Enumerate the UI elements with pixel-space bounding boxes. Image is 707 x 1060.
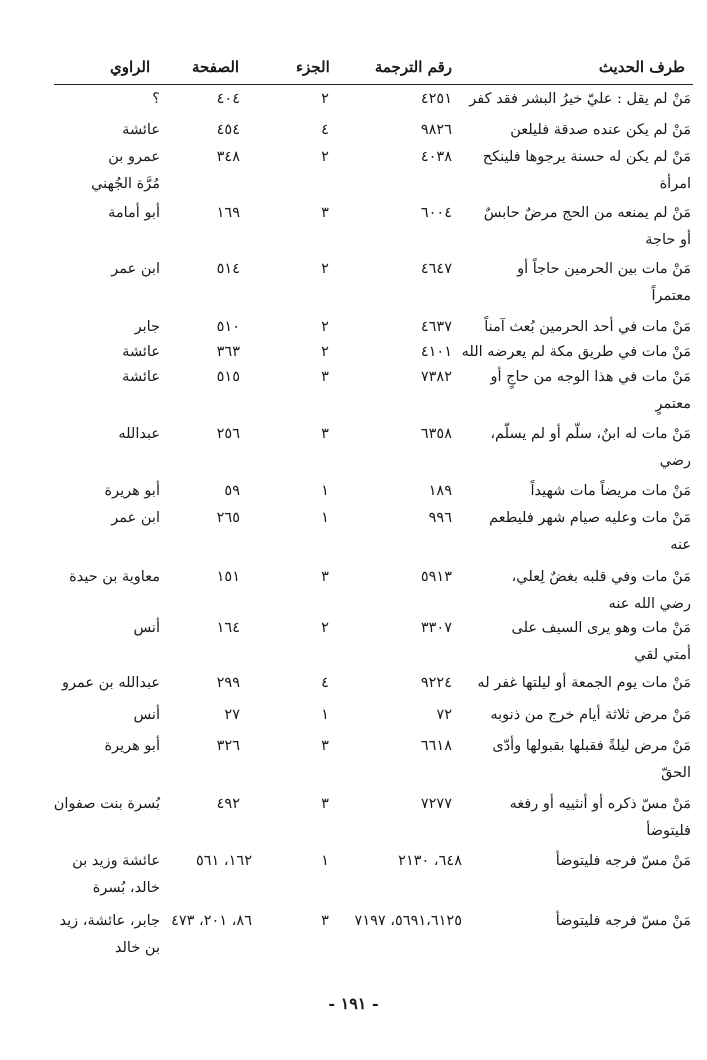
page-cell: ١٦٢، ٥٦١ xyxy=(195,853,252,869)
hadith-cell: مَنْ مات وهو يرى السيف على أمتي لقي xyxy=(511,620,691,663)
juz-cell: ٣ xyxy=(321,369,329,385)
translation-number-cell: ٦٦١٨ xyxy=(420,738,452,754)
header-page: الصفحة xyxy=(192,58,240,76)
hadith-cell: مَنْ مات وعليه صيام شهر فليطعم عنه xyxy=(489,510,691,553)
page-cell: ٥٩ xyxy=(224,483,240,499)
header-hadith: طرف الحديث xyxy=(598,58,685,76)
translation-number-cell: ٣٣٠٧ xyxy=(420,620,452,636)
juz-cell: ٢ xyxy=(321,620,329,636)
narrator-cell: ؟ xyxy=(152,91,160,107)
translation-number-cell: ٩٩٦ xyxy=(428,510,452,526)
page-cell: ٢٥٦ xyxy=(216,426,240,442)
juz-cell: ٢ xyxy=(321,261,329,277)
translation-number-cell: ٩٨٢٦ xyxy=(420,122,452,138)
juz-cell: ٢ xyxy=(321,149,329,165)
juz-cell: ٤ xyxy=(321,122,329,138)
juz-cell: ٢ xyxy=(321,319,329,335)
translation-number-cell: ٧٢٧٧ xyxy=(420,796,452,812)
page-cell: ٣٢٦ xyxy=(216,738,240,754)
header-divider xyxy=(54,84,693,85)
translation-number-cell: ٦٤٨، ٢١٣٠ xyxy=(398,853,462,869)
narrator-cell: عائشة xyxy=(122,369,160,385)
narrator-cell: عائشة xyxy=(122,122,160,138)
narrator-cell: جابر، عائشة، زيد بن خالد xyxy=(59,913,160,956)
juz-cell: ٣ xyxy=(321,205,329,221)
juz-cell: ١ xyxy=(321,707,329,723)
hadith-cell: مَنْ مات له ابنٌ، سلّم أو لم يسلّم، رضي xyxy=(490,426,691,469)
translation-number-cell: ٦٠٠٤ xyxy=(420,205,452,221)
hadith-cell: مَنْ مسّ فرجه فليتوضأ xyxy=(555,913,691,929)
juz-cell: ٣ xyxy=(321,738,329,754)
hadith-cell: مَنْ مرض ثلاثة أيام خرج من ذنوبه xyxy=(490,707,691,723)
juz-cell: ٣ xyxy=(321,796,329,812)
narrator-cell: معاوية بن حيدة xyxy=(69,569,160,585)
hadith-cell: مَنْ لم يكن له حسنة يرجوها فلينكح امرأة xyxy=(482,149,691,192)
juz-cell: ٣ xyxy=(321,913,329,929)
narrator-cell: عمرو بن مُرَّة الجُهني xyxy=(91,149,160,192)
narrator-cell: بُسرة بنت صفوان xyxy=(53,796,160,812)
page-cell: ٤٥٤ xyxy=(216,122,240,138)
hadith-cell: مَنْ لم يمنعه من الحج مرضٌ حابسٌ أو حاجة xyxy=(483,205,691,248)
page-cell: ١٥١ xyxy=(216,569,240,585)
page-cell: ٥١٠ xyxy=(216,319,240,335)
header-narrator: الراوي xyxy=(110,58,151,76)
juz-cell: ٤ xyxy=(321,675,329,691)
table-header xyxy=(0,56,707,82)
translation-number-cell: ٩٢٢٤ xyxy=(420,675,452,691)
translation-number-cell: ١٨٩ xyxy=(428,483,452,499)
hadith-cell: مَنْ مات يوم الجمعة أو ليلتها غفر له xyxy=(477,675,691,691)
narrator-cell: أنس xyxy=(133,707,160,723)
narrator-cell: أبو هريرة xyxy=(104,738,160,754)
juz-cell: ٣ xyxy=(321,426,329,442)
translation-number-cell: ٧٢ xyxy=(436,707,452,723)
page-cell: ٣٦٣ xyxy=(216,344,240,360)
narrator-cell: ابن عمر xyxy=(111,261,160,277)
hadith-cell: مَنْ لم يقل : عليّ خيرُ البشر فقد كفر xyxy=(469,91,691,107)
page-cell: ٤٩٢ xyxy=(216,796,240,812)
translation-number-cell: ٤٦٤٧ xyxy=(420,261,452,277)
hadith-cell: مَنْ لم يكن عنده صدقة فليلعن xyxy=(510,122,691,138)
narrator-cell: عبدالله بن عمرو xyxy=(62,675,160,691)
hadith-cell: مَنْ مسّ فرجه فليتوضأ xyxy=(555,853,691,869)
translation-number-cell: ٤٢٥١ xyxy=(420,91,452,107)
page-cell: ٥١٤ xyxy=(216,261,240,277)
juz-cell: ١ xyxy=(321,853,329,869)
header-translation-number: رقم الترجمة xyxy=(374,58,452,76)
page-cell: ٨٦، ٢٠١، ٤٧٣ xyxy=(171,913,252,929)
hadith-cell: مَنْ مات مريضاً مات شهيداً xyxy=(530,483,691,499)
page-cell: ١٦٤ xyxy=(216,620,240,636)
narrator-cell: أبو هريرة xyxy=(104,483,160,499)
page-cell: ١٦٩ xyxy=(216,205,240,221)
hadith-cell: مَنْ مات في هذا الوجه من حاجٍ أو معتمرٍ xyxy=(490,369,691,412)
narrator-cell: عبدالله xyxy=(118,426,160,442)
hadith-cell: مَنْ مات في طريق مكة لم يعرضه الله xyxy=(461,344,691,360)
hadith-cell: مَنْ مرض ليلةً فقبلها بقبولها وأدّى الحقّ xyxy=(492,738,691,781)
translation-number-cell: ٤٦٣٧ xyxy=(420,319,452,335)
juz-cell: ١ xyxy=(321,483,329,499)
page-cell: ٥١٥ xyxy=(216,369,240,385)
translation-number-cell: ٤٠٣٨ xyxy=(420,149,452,165)
page-cell: ٤٠٤ xyxy=(216,91,240,107)
narrator-cell: أنس xyxy=(133,620,160,636)
hadith-cell: مَنْ مات وفي قلبه بغضٌ لِعلي، رضي الله عنه xyxy=(511,569,691,612)
page-cell: ٢٦٥ xyxy=(216,510,240,526)
narrator-cell: عائشة xyxy=(122,344,160,360)
hadith-cell: مَنْ مسّ ذكره أو أنثييه أو رفغه فليتوضأ xyxy=(509,796,691,839)
translation-number-cell: ٦٣٥٨ xyxy=(420,426,452,442)
narrator-cell: عائشة وزيد بن خالد، بُسرة xyxy=(72,853,160,896)
narrator-cell: جابر xyxy=(134,319,160,335)
juz-cell: ١ xyxy=(321,510,329,526)
page-cell: ٢٩٩ xyxy=(216,675,240,691)
narrator-cell: ابن عمر xyxy=(111,510,160,526)
translation-number-cell: ٧٣٨٢ xyxy=(420,369,452,385)
page-cell: ٣٤٨ xyxy=(216,149,240,165)
narrator-cell: أبو أمامة xyxy=(108,205,160,221)
header-juz: الجزء xyxy=(296,58,330,76)
juz-cell: ٢ xyxy=(321,91,329,107)
translation-number-cell: ٤١٠١ xyxy=(420,344,452,360)
translation-number-cell: ٥٩١٣ xyxy=(420,569,452,585)
hadith-cell: مَنْ مات بين الحرمين حاجاً أو معتمراً xyxy=(517,261,691,304)
juz-cell: ٢ xyxy=(321,344,329,360)
hadith-cell: مَنْ مات في أحد الحرمين بُعث آمناً xyxy=(484,319,691,335)
page-cell: ٢٧ xyxy=(224,707,240,723)
translation-number-cell: ٥٦٩١،٦١٢٥، ٧١٩٧ xyxy=(354,913,462,929)
page-number: - ١٩١ - xyxy=(328,994,379,1013)
juz-cell: ٣ xyxy=(321,569,329,585)
